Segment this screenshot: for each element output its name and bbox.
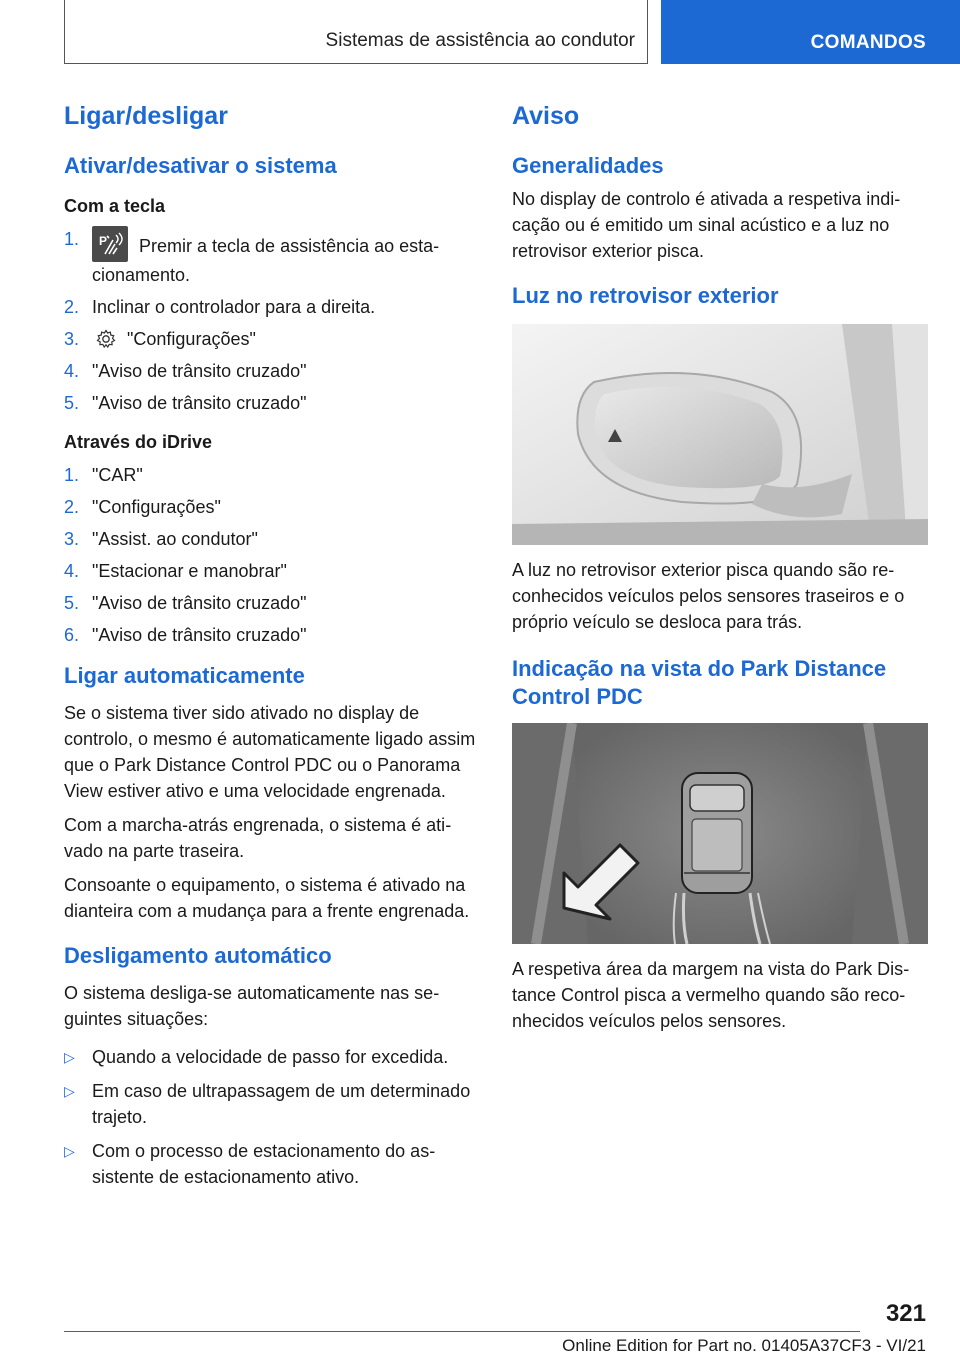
edition-text: Online Edition for Part no. 01405A37CF3 - VI/21 [562, 1336, 926, 1355]
list-item [64, 390, 479, 416]
idrive-steps-list [64, 462, 479, 648]
step-number: 6. [64, 625, 80, 645]
heading-pdc-view: Indicação na vista do Park Distance Control PDC [512, 656, 887, 709]
step-number: 1. [64, 229, 80, 249]
heading-warning: Aviso [512, 102, 580, 130]
step-number: 2. [64, 297, 80, 317]
step-number: 5. [64, 593, 80, 613]
heading-auto-off: Desligamento automático [64, 943, 332, 968]
step-text: "Estacionar e manobrar" [92, 561, 287, 581]
step-text: "Aviso de trânsito cruzado" [92, 593, 307, 613]
step-text: "Aviso de trânsito cruzado" [92, 393, 307, 413]
list-item [64, 1138, 479, 1190]
heading-with-key: Com a tecla [64, 196, 166, 216]
step-number: 4. [64, 361, 80, 381]
step-text: "Assist. ao condutor" [92, 529, 258, 549]
list-item [64, 462, 479, 488]
parking-assist-button-icon [92, 226, 128, 262]
step-number: 2. [64, 497, 80, 517]
step-text: "Configurações" [127, 329, 256, 349]
right-column [512, 100, 928, 1042]
step-number: 3. [64, 529, 80, 549]
step-number: 4. [64, 561, 80, 581]
list-item [64, 358, 479, 384]
list-item-text: Em caso de ultrapassagem de um determinado trajeto. [92, 1081, 471, 1127]
gear-icon [96, 329, 116, 349]
list-item-text: Quando a velocidade de passo for excedida. [92, 1047, 449, 1067]
step-text: "CAR" [92, 465, 143, 485]
heading-auto-on: Ligar automaticamente [64, 663, 305, 688]
mirror-caption: A luz no retrovisor exterior pisca quando são reconhecidos veículos pelos sensores traseiros e o próprio veículo se desloca para trás. [512, 560, 905, 632]
step-text: "Aviso de trânsito cruzado" [92, 361, 307, 381]
paragraph: No display de controlo é ativada a respetiva indicação ou é emitido um sinal acústico e a luz no retrovisor exterior pisca. [512, 189, 901, 261]
left-column [64, 100, 479, 1198]
heading-via-idrive: Através do iDrive [64, 432, 213, 452]
paragraph: Consoante o equipamento, o sistema é ativado na dianteira com a mudança para a frente engrenada. [64, 875, 470, 921]
triangle-bullet-icon: ▷ [64, 1083, 75, 1099]
list-item [64, 294, 479, 320]
paragraph: O sistema desliga-se automaticamente nas seguintes situações: [64, 983, 440, 1029]
triangle-bullet-icon: ▷ [64, 1143, 75, 1159]
list-item [64, 1044, 479, 1070]
chapter-tab[interactable] [661, 0, 960, 64]
triangle-bullet-icon: ▷ [64, 1049, 75, 1065]
list-item [64, 526, 479, 552]
pdc-caption: A respetiva área da margem na vista do Park Distance Control pisca a vermelho quando são reconhecidos veículos pelos sensores. [512, 959, 910, 1031]
heading-activate-system: Ativar/desativar o sistema [64, 153, 337, 178]
list-item [64, 326, 479, 352]
paragraph: Com a marcha-atrás engrenada, o sistema é ativado na parte traseira. [64, 815, 452, 861]
svg-text:P: P [99, 234, 108, 248]
list-item [64, 558, 479, 584]
section-title: Sistemas de assistência ao condutor [325, 30, 635, 51]
list-item [64, 590, 479, 616]
step-text: Premir a tecla de assistência ao estacionamento. [92, 236, 440, 285]
pdc-view-illustration [512, 723, 928, 944]
list-item [64, 226, 479, 288]
chapter-tab-label: COMANDOS [810, 32, 926, 53]
footer-divider [64, 1331, 860, 1332]
step-number: 3. [64, 329, 80, 349]
key-steps-list [64, 226, 479, 416]
heading-mirror-light: Luz no retrovisor exterior [512, 283, 779, 308]
step-number: 5. [64, 393, 80, 413]
mirror-illustration [512, 324, 928, 545]
header-section-box [64, 0, 648, 64]
step-text: "Aviso de trânsito cruzado" [92, 625, 307, 645]
list-item [64, 1078, 479, 1130]
step-number: 1. [64, 465, 80, 485]
page-number: 321 [885, 1300, 926, 1327]
list-item-text: Com o processo de estacionamento do assistente de estacionamento ativo. [92, 1141, 436, 1187]
heading-general: Generalidades [512, 153, 664, 178]
step-text: Inclinar o controlador para a direita. [92, 297, 376, 317]
heading-on-off: Ligar/desligar [64, 102, 228, 130]
list-item [64, 622, 479, 648]
auto-off-list [64, 1044, 479, 1190]
list-item [64, 494, 479, 520]
step-text: "Configurações" [92, 497, 221, 517]
paragraph: Se o sistema tiver sido ativado no display de controlo, o mesmo é automaticamente ligado assim que o Park Distance Control PDC ou o Panorama View estiver ativo e uma velocidade engrenada. [64, 703, 476, 801]
